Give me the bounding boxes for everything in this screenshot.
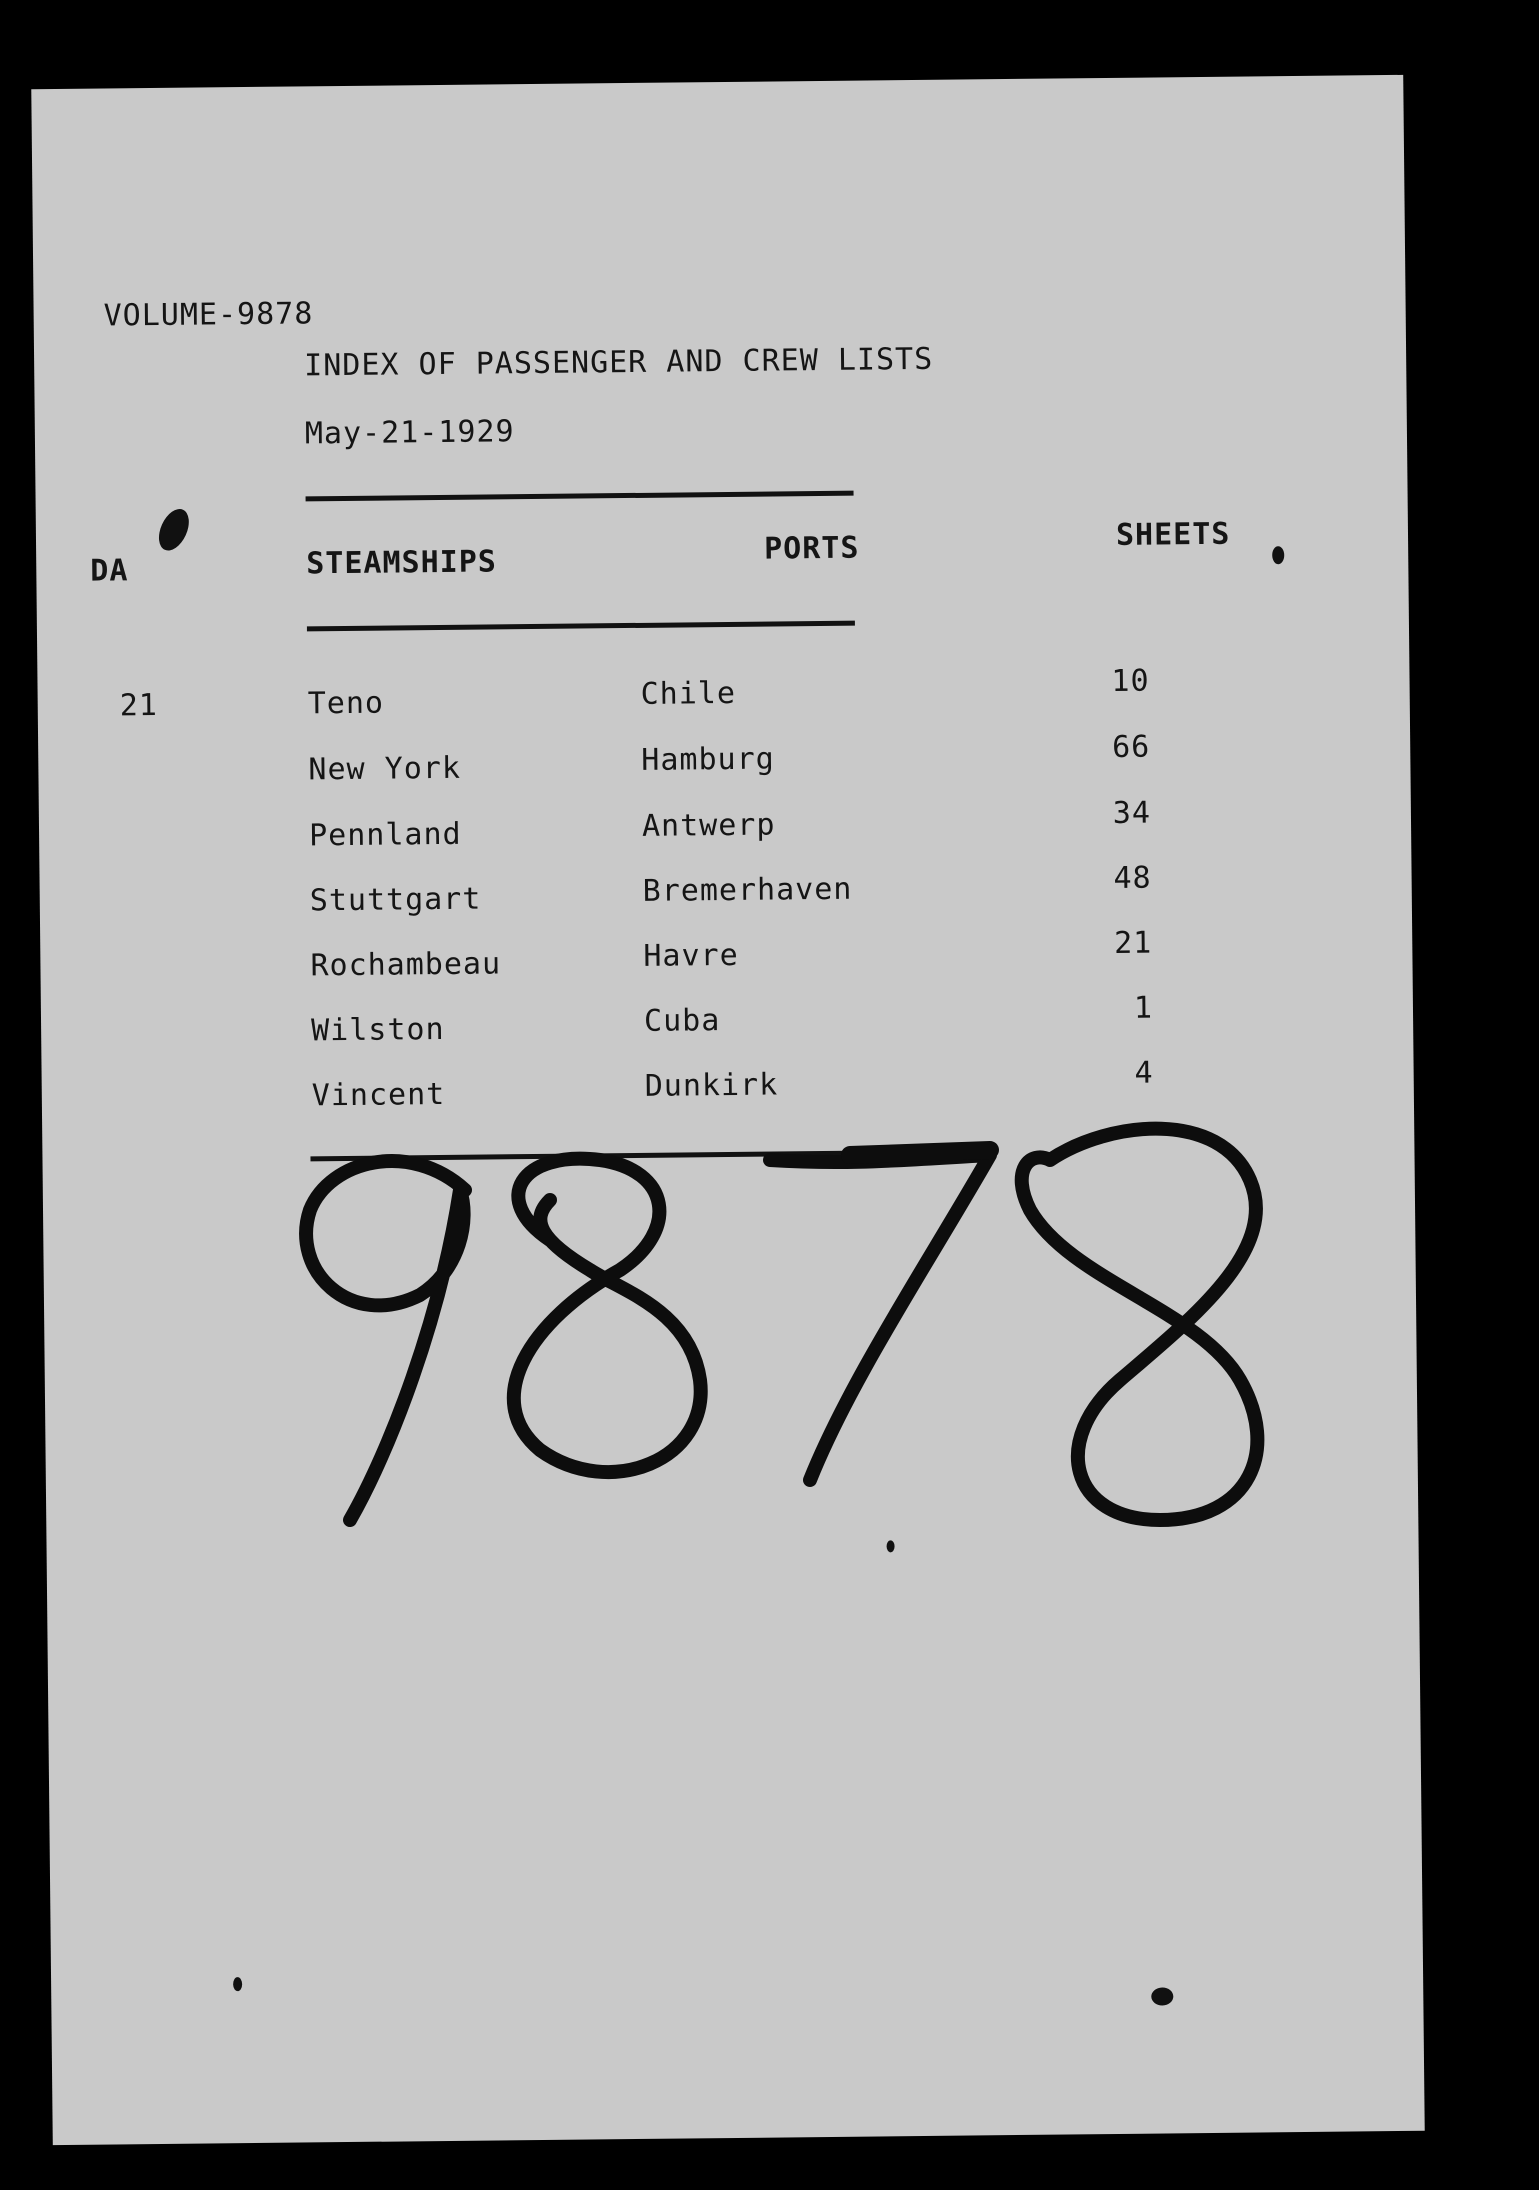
date-column-header: DA (90, 553, 129, 589)
ship-name: Rochambeau (310, 946, 502, 984)
document-page (31, 75, 1424, 2145)
sheet-count: 4 (1134, 1055, 1154, 1091)
steamships-column-header: STEAMSHIPS (306, 544, 498, 582)
sheet-count: 21 (1113, 925, 1153, 961)
ink-blot (153, 504, 195, 555)
port-name: Havre (643, 937, 739, 974)
sheet-count: 66 (1111, 729, 1151, 765)
handwritten-number-9878 (290, 1120, 1310, 1600)
port-name: Cuba (643, 1003, 721, 1039)
volume-label: VOLUME-9878 (103, 296, 314, 334)
document-title: INDEX OF PASSENGER AND CREW LISTS (304, 341, 934, 384)
sheets-column-header: SHEETS (1115, 516, 1231, 553)
ship-name: Wilston (310, 1011, 445, 1049)
ship-name: Stuttgart (309, 881, 482, 919)
ship-name: Pennland (308, 816, 462, 854)
sheet-count: 10 (1111, 663, 1150, 699)
document-date: May-21-1929 (304, 414, 515, 452)
sheet-count: 1 (1133, 990, 1154, 1026)
ink-speck (1272, 546, 1284, 564)
sheet-count: 34 (1112, 795, 1152, 831)
header-bottom-rule (307, 621, 855, 632)
port-name: Chile (640, 675, 737, 712)
ship-name: New York (308, 750, 462, 788)
header-top-rule (306, 491, 854, 502)
port-name: Hamburg (641, 741, 775, 778)
port-name: Bremerhaven (642, 871, 853, 909)
ink-speck (1151, 1987, 1173, 2005)
ink-speck (233, 1977, 242, 1991)
ports-column-header: PORTS (763, 530, 860, 567)
ship-name: Teno (307, 685, 385, 722)
day-number: 21 (119, 687, 159, 724)
sheet-count: 48 (1113, 860, 1152, 896)
port-name: Antwerp (641, 807, 776, 844)
ship-name: Vincent (311, 1076, 446, 1114)
port-name: Dunkirk (644, 1067, 779, 1104)
